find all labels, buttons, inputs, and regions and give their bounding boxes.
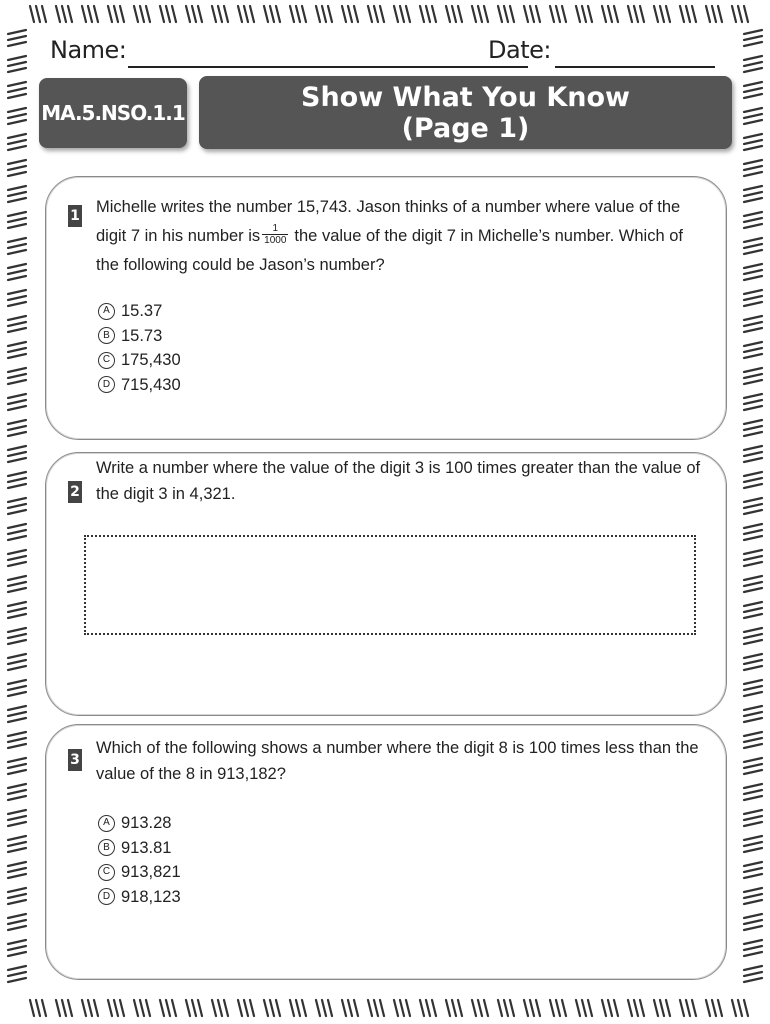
choices-3 bbox=[98, 811, 398, 909]
choice-a-value: 913.28 bbox=[121, 814, 172, 832]
title-banner bbox=[199, 76, 732, 149]
choice-a-value: 15.37 bbox=[121, 302, 163, 320]
question-number-1: 1 bbox=[68, 205, 82, 227]
choice-d-value: 918,123 bbox=[121, 887, 181, 906]
standard-badge bbox=[39, 78, 187, 148]
fraction-denominator: 1000 bbox=[264, 235, 287, 247]
question-number-2: 2 bbox=[68, 481, 82, 503]
choice-c[interactable] bbox=[98, 860, 398, 885]
date-input-line[interactable] bbox=[555, 66, 715, 68]
choice-c-bubble[interactable]: C bbox=[98, 352, 115, 369]
choice-a-bubble[interactable]: A bbox=[98, 303, 115, 320]
choice-a-bubble[interactable]: A bbox=[98, 815, 115, 832]
question-card-2 bbox=[45, 452, 727, 716]
answer-box[interactable] bbox=[84, 535, 696, 635]
question-number-3: 3 bbox=[68, 749, 82, 771]
title-line-2: (Page 1) bbox=[401, 113, 530, 144]
choice-c-value: 913,821 bbox=[121, 863, 181, 881]
choice-d[interactable] bbox=[98, 885, 398, 910]
question-text-3: Which of the following shows a number where the digit 8 is 100 times less than the value of the 8 in 913,182? bbox=[96, 739, 699, 783]
choice-b-value: 913.81 bbox=[121, 838, 172, 857]
choice-b-value: 15.73 bbox=[121, 326, 163, 345]
choice-b-bubble[interactable]: B bbox=[98, 839, 115, 856]
standard-label: MA.5.NSO.1.1 bbox=[41, 101, 185, 125]
choice-a[interactable] bbox=[98, 811, 398, 836]
fraction-numerator: 1 bbox=[262, 223, 288, 235]
choice-d-bubble[interactable]: D bbox=[98, 376, 115, 393]
question-1-text-part1: Michelle writes the number 15,743. Jason thinks of a number where value of the digit 7 in his number is bbox=[96, 198, 681, 245]
name-input-line[interactable] bbox=[128, 66, 528, 68]
question-1-text-part2: the value of the digit 7 in Michelle’s number. Which of the following could be Jason’s number? bbox=[96, 227, 683, 274]
choice-d[interactable] bbox=[98, 373, 398, 398]
choice-c[interactable] bbox=[98, 348, 398, 373]
choice-c-value: 175,430 bbox=[121, 351, 181, 369]
question-text-2: Write a number where the value of the digit 3 is 100 times greater than the value of the digit 3 in 4,321. bbox=[96, 459, 701, 503]
date-label: Date: bbox=[488, 36, 551, 64]
choices-1 bbox=[98, 299, 398, 397]
question-card-1 bbox=[45, 176, 727, 440]
title-line-1: Show What You Know bbox=[301, 82, 630, 113]
choice-b[interactable] bbox=[98, 324, 398, 349]
choice-d-value: 715,430 bbox=[121, 375, 181, 394]
choice-d-bubble[interactable]: D bbox=[98, 888, 115, 905]
fraction bbox=[262, 223, 288, 246]
choice-a[interactable] bbox=[98, 299, 398, 324]
name-label: Name: bbox=[50, 36, 127, 64]
choice-c-bubble[interactable]: C bbox=[98, 864, 115, 881]
choice-b-bubble[interactable]: B bbox=[98, 327, 115, 344]
name-date-row bbox=[50, 30, 720, 70]
question-text-1 bbox=[96, 193, 706, 280]
choice-b[interactable] bbox=[98, 836, 398, 861]
question-card-3 bbox=[45, 724, 727, 980]
